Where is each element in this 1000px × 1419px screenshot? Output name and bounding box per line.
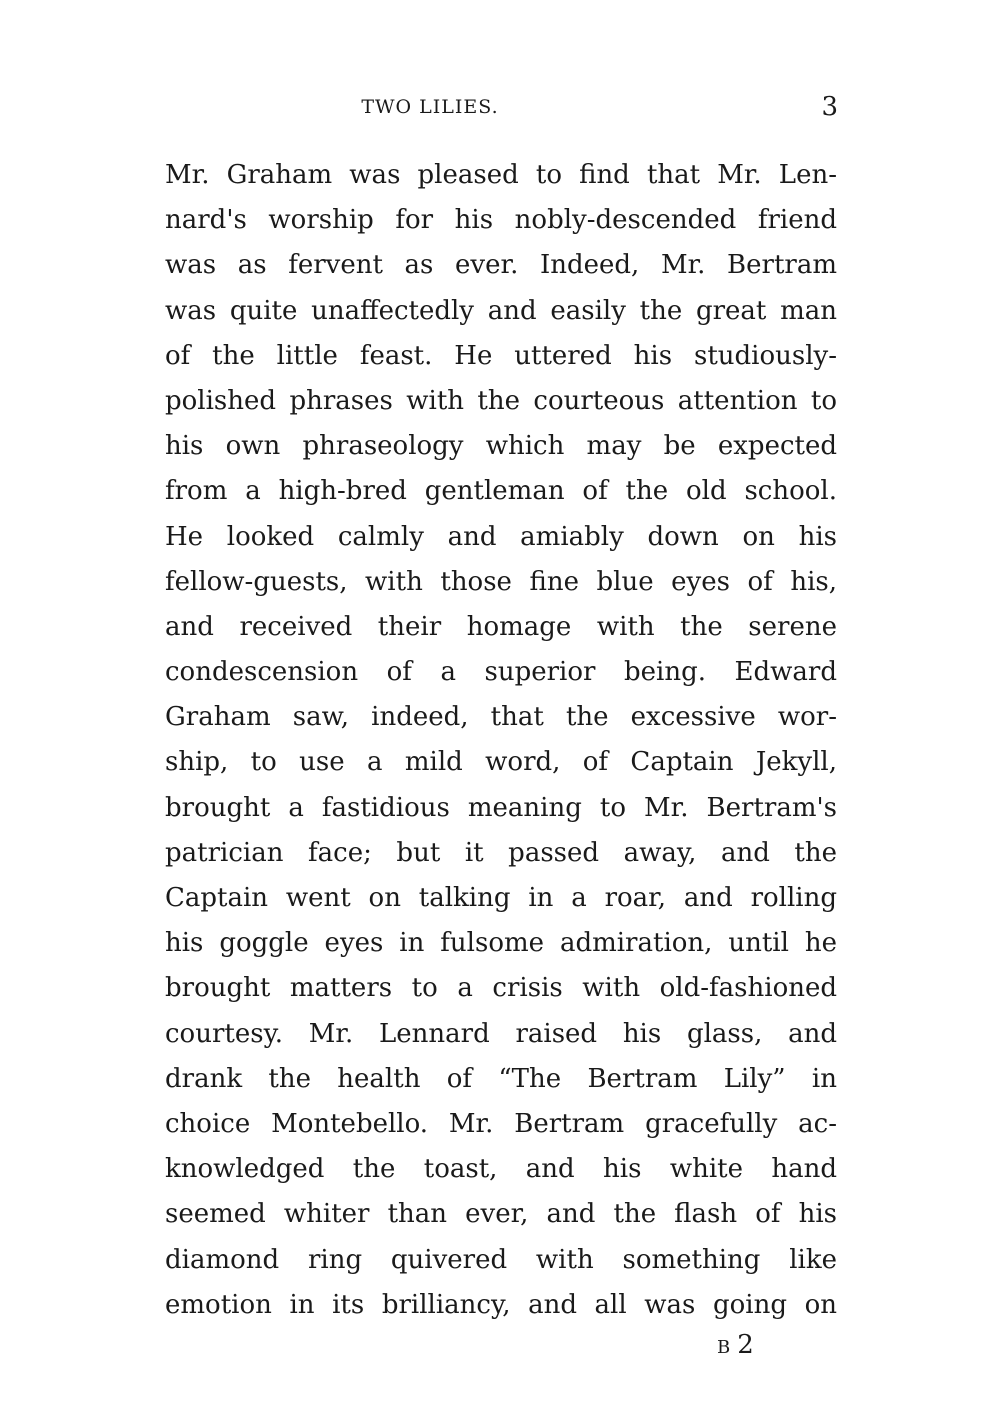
text-line: Mr. Graham was pleased to find that Mr. Len- [165, 160, 837, 190]
running-head [170, 94, 838, 124]
text-line: was quite unaffectedly and easily the great man [165, 295, 837, 326]
text-line: polished phrases with the courteous attention to [165, 385, 837, 416]
text-line: nard's worship for his nobly-descended friend [165, 205, 837, 236]
text-line: brought matters to a crisis with old-fashioned [165, 973, 837, 1004]
text-line: his own phraseology which may be expected [165, 431, 837, 462]
text-line: his goggle eyes in fulsome admiration, until he [165, 928, 837, 959]
text-line: Captain went on talking in a roar, and rolling [165, 883, 837, 913]
text-line: was as fervent as ever. Indeed, Mr. Bertram [165, 250, 837, 281]
text-line: courtesy. Mr. Lennard raised his glass, and [165, 1018, 837, 1049]
signature-mark [717, 1330, 754, 1360]
text-line: fellow-guests, with those fine blue eyes of his, [165, 566, 837, 597]
text-line: drank the health of “The Bertram Lily” in [165, 1063, 837, 1094]
running-title: TWO LILIES. [361, 96, 499, 118]
text-line: He looked calmly and amiably down on his [165, 521, 837, 552]
page-number: 3 [821, 92, 838, 122]
signature-letter: B [717, 1337, 732, 1358]
text-line: emotion in its brilliancy, and all was going on [165, 1289, 837, 1320]
text-line: knowledged the toast, and his white hand [165, 1154, 837, 1185]
text-line: ship, to use a mild word, of Captain Jekyll, [165, 747, 837, 778]
text-line: brought a fastidious meaning to Mr. Bertram's [165, 792, 837, 823]
text-line: of the little feast. He uttered his studiously- [165, 340, 837, 371]
text-line: and received their homage with the serene [165, 611, 837, 642]
text-line: choice Montebello. Mr. Bertram gracefully ac- [165, 1108, 837, 1139]
text-line: condescension of a superior being. Edward [165, 657, 837, 688]
text-line: from a high-bred gentleman of the old school. [165, 476, 837, 507]
text-line: Graham saw, indeed, that the excessive wor- [165, 702, 837, 733]
text-line: diamond ring quivered with something like [165, 1244, 837, 1275]
text-line: seemed whiter than ever, and the flash of his [165, 1199, 837, 1230]
signature-number: 2 [737, 1330, 754, 1360]
body-text [165, 153, 837, 1328]
text-line: patrician face; but it passed away, and the [165, 837, 837, 868]
